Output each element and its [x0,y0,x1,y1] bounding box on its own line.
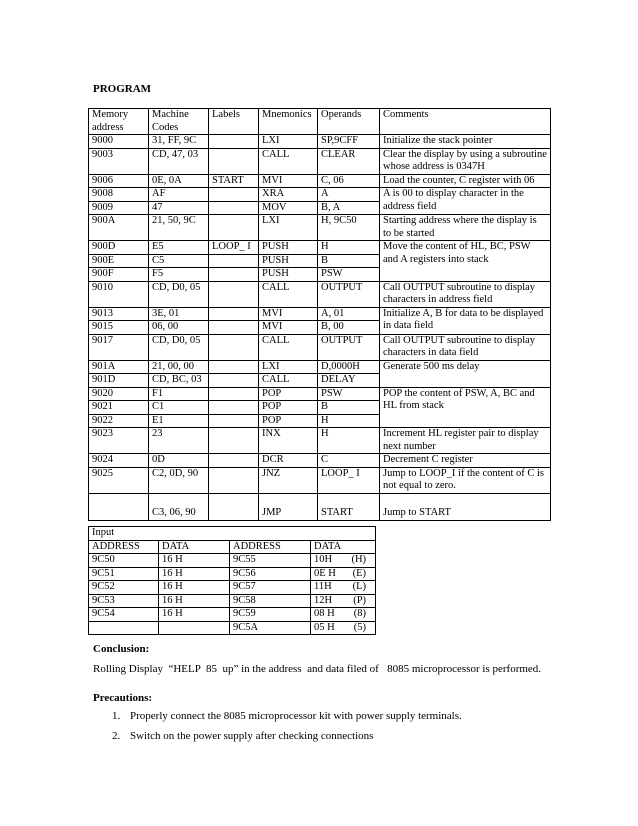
input-row [89,621,376,635]
operand-cell: OUTPUT [318,281,380,307]
mnemonic-cell: PUSH [259,241,318,255]
operand-cell: LOOP_ I [318,467,380,493]
data-cell: 16 H [159,567,230,581]
operand-cell: PSW [318,387,380,401]
precaution-number: 2. [112,730,121,742]
data-value: 12H [314,594,333,606]
address-cell: 900D [89,241,149,255]
operand-cell: B [318,401,380,415]
address-cell: 9017 [89,334,149,360]
comment-cell: Call OUTPUT subroutine to display characters in data field [380,334,551,360]
mnemonic-cell: CALL [259,281,318,307]
machine-code-cell: AF [149,188,209,202]
column-header: Mnemonics [259,109,318,135]
precaution-number: 1. [112,710,121,722]
data-character: (E) [352,567,367,579]
data-value: 10H [314,554,333,565]
machine-code-cell: C5 [149,254,209,268]
address-cell: 900A [89,215,149,241]
mnemonic-cell: DCR [259,454,318,468]
address-cell: 901A [89,360,149,374]
mnemonic-cell: CALL [259,148,318,174]
operand-cell: B, 00 [318,321,380,335]
machine-code-cell: C3, 06, 90 [149,493,209,520]
data-cell [311,581,376,595]
input-row [89,608,376,622]
precaution-text: Properly connect the 8085 microprocessor kit with power supply terminals. [130,710,462,722]
machine-code-cell: CD, D0, 05 [149,281,209,307]
operand-cell: OUTPUT [318,334,380,360]
machine-code-cell: C1 [149,401,209,415]
program-heading: PROGRAM [93,83,152,95]
comment-cell: Initialize the stack pointer [380,135,551,149]
address-cell: 901D [89,374,149,388]
comment-cell: Clear the display by using a subroutine whose address is 0347H [380,148,551,174]
label-cell [209,493,259,520]
label-cell [209,268,259,282]
precaution-item [112,710,462,730]
address-cell: 9C58 [230,594,311,608]
machine-code-cell: 47 [149,201,209,215]
machine-code-cell: 0D [149,454,209,468]
data-character: (L) [352,581,367,592]
column-header: Operands [318,109,380,135]
operand-cell: C, 06 [318,174,380,188]
label-cell [209,360,259,374]
operand-cell: B, A [318,201,380,215]
address-cell: 9008 [89,188,149,202]
data-cell [311,594,376,608]
label-cell [209,281,259,307]
data-character: (P) [353,594,367,606]
data-cell [311,608,376,622]
comment-cell: Generate 500 ms delay [380,360,551,387]
mnemonic-cell: MOV [259,201,318,215]
address-cell [89,621,159,635]
operand-cell: H [318,414,380,428]
address-cell: 900F [89,268,149,282]
label-cell [209,467,259,493]
program-row [89,493,551,520]
machine-code-cell: 23 [149,428,209,454]
input-row [89,594,376,608]
operand-cell: A [318,188,380,202]
mnemonic-cell: MVI [259,321,318,335]
address-cell: 9009 [89,201,149,215]
label-cell [209,334,259,360]
address-cell: 9C59 [230,608,311,622]
data-cell: 16 H [159,594,230,608]
label-cell [209,135,259,149]
machine-code-cell: E5 [149,241,209,255]
data-cell: 16 H [159,554,230,568]
column-header: DATA [159,540,230,554]
comment-cell: A is 00 to display character in the address field [380,188,551,215]
input-row [89,554,376,568]
address-cell: 9C54 [89,608,159,622]
comment-cell: Move the content of HL, BC, PSW and A registers into stack [380,241,551,282]
address-cell: 9020 [89,387,149,401]
column-header: Labels [209,109,259,135]
label-cell [209,374,259,388]
program-row [89,387,551,401]
program-row [89,360,551,374]
comment-cell: Jump to LOOP_I if the content of C is not equal to zero. [380,467,551,493]
precaution-item [112,730,462,750]
address-cell: 9C53 [89,594,159,608]
machine-code-cell: CD, BC, 03 [149,374,209,388]
program-row [89,454,551,468]
precaution-text: Switch on the power supply after checking connections [130,730,374,742]
mnemonic-cell: POP [259,401,318,415]
operand-cell: D,0000H [318,360,380,374]
comment-cell: Initialize A, B for data to be displayed in data field [380,307,551,334]
label-cell [209,254,259,268]
program-row [89,241,551,255]
machine-code-cell: 21, 00, 00 [149,360,209,374]
program-header-row [89,109,551,135]
machine-code-cell: CD, 47, 03 [149,148,209,174]
column-header: ADDRESS [89,540,159,554]
mnemonic-cell: POP [259,387,318,401]
data-value: 08 H [314,608,335,619]
label-cell: START [209,174,259,188]
operand-cell: DELAY [318,374,380,388]
machine-code-cell: C2, 0D, 90 [149,467,209,493]
machine-code-cell: E1 [149,414,209,428]
comment-cell: Increment HL register pair to display next number [380,428,551,454]
machine-code-cell: 06, 00 [149,321,209,335]
comment-cell: Load the counter, C register with 06 [380,174,551,188]
program-row [89,281,551,307]
operand-cell: SP,9CFF [318,135,380,149]
address-cell: 9023 [89,428,149,454]
machine-code-cell: CD, D0, 05 [149,334,209,360]
label-cell: LOOP_ I [209,241,259,255]
address-cell: 9C55 [230,554,311,568]
address-cell: 9021 [89,401,149,415]
address-cell: 9C57 [230,581,311,595]
address-cell: 9C52 [89,581,159,595]
machine-code-cell: 0E, 0A [149,174,209,188]
address-cell: 9010 [89,281,149,307]
operand-cell: H, 9C50 [318,215,380,241]
label-cell [209,148,259,174]
label-cell [209,188,259,202]
address-cell: 9003 [89,148,149,174]
data-cell: 16 H [159,581,230,595]
input-row [89,567,376,581]
label-cell [209,215,259,241]
data-cell [311,567,376,581]
comment-cell: Starting address where the display is to be started [380,215,551,241]
data-cell [311,554,376,568]
mnemonic-cell: LXI [259,360,318,374]
mnemonic-cell: PUSH [259,268,318,282]
conclusion-text: Rolling Display “HELP 85 up” in the address and data filed of 8085 microprocessor is performed. [93,663,542,675]
machine-code-cell: 3E, 01 [149,307,209,321]
data-character: (8) [353,608,367,619]
program-row [89,467,551,493]
address-cell: 9C51 [89,567,159,581]
machine-code-cell: 21, 50, 9C [149,215,209,241]
address-cell: 900E [89,254,149,268]
address-cell: 9025 [89,467,149,493]
input-title: Input [89,527,376,541]
mnemonic-cell: CALL [259,374,318,388]
mnemonic-cell: XRA [259,188,318,202]
data-cell [159,621,230,635]
machine-code-cell: F1 [149,387,209,401]
mnemonic-cell: POP [259,414,318,428]
operand-cell: A, 01 [318,307,380,321]
label-cell [209,428,259,454]
operand-cell: H [318,428,380,454]
comment-cell: Jump to START [380,493,551,520]
address-cell: 9000 [89,135,149,149]
data-cell: 16 H [159,608,230,622]
input-title-row [89,527,376,541]
column-header: Comments [380,109,551,135]
program-row [89,334,551,360]
mnemonic-cell: MVI [259,307,318,321]
precautions-title: Precautions: [93,692,153,704]
machine-code-cell: 31, FF, 9C [149,135,209,149]
address-cell: 9006 [89,174,149,188]
column-header: DATA [311,540,376,554]
column-header: Memory address [89,109,149,135]
operand-cell: C [318,454,380,468]
mnemonic-cell: LXI [259,215,318,241]
data-character: (H) [351,554,367,565]
operand-cell: B [318,254,380,268]
operand-cell: PSW [318,268,380,282]
address-cell: 9C5A [230,621,311,635]
address-cell: 9022 [89,414,149,428]
mnemonic-cell: JNZ [259,467,318,493]
data-character: (5) [353,621,367,633]
program-row [89,135,551,149]
input-row [89,581,376,595]
label-cell [209,414,259,428]
program-row [89,188,551,202]
operand-cell: START [318,493,380,520]
input-table [88,526,376,635]
data-cell [311,621,376,635]
label-cell [209,201,259,215]
mnemonic-cell: CALL [259,334,318,360]
label-cell [209,454,259,468]
data-value: 0E H [314,567,336,579]
address-cell: 9C50 [89,554,159,568]
comment-cell: Call OUTPUT subroutine to display characters in address field [380,281,551,307]
address-cell: 9024 [89,454,149,468]
mnemonic-cell: JMP [259,493,318,520]
address-cell [89,493,149,520]
operand-cell: H [318,241,380,255]
column-header: ADDRESS [230,540,311,554]
address-cell: 9015 [89,321,149,335]
mnemonic-cell: MVI [259,174,318,188]
mnemonic-cell: LXI [259,135,318,149]
column-header: Machine Codes [149,109,209,135]
label-cell [209,307,259,321]
comment-cell: Decrement C register [380,454,551,468]
program-row [89,174,551,188]
address-cell: 9C56 [230,567,311,581]
data-value: 05 H [314,621,335,633]
mnemonic-cell: PUSH [259,254,318,268]
operand-cell: CLEAR [318,148,380,174]
address-cell: 9013 [89,307,149,321]
program-row [89,428,551,454]
data-value: 11H [314,581,332,592]
label-cell [209,321,259,335]
machine-code-cell: F5 [149,268,209,282]
program-row [89,215,551,241]
program-table [88,108,551,521]
conclusion-title: Conclusion: [93,643,150,655]
label-cell [209,401,259,415]
input-header-row [89,540,376,554]
precautions-list [112,710,462,750]
program-row [89,148,551,174]
mnemonic-cell: INX [259,428,318,454]
program-row [89,307,551,321]
comment-cell: POP the content of PSW, A, BC and HL from stack [380,387,551,428]
label-cell [209,387,259,401]
